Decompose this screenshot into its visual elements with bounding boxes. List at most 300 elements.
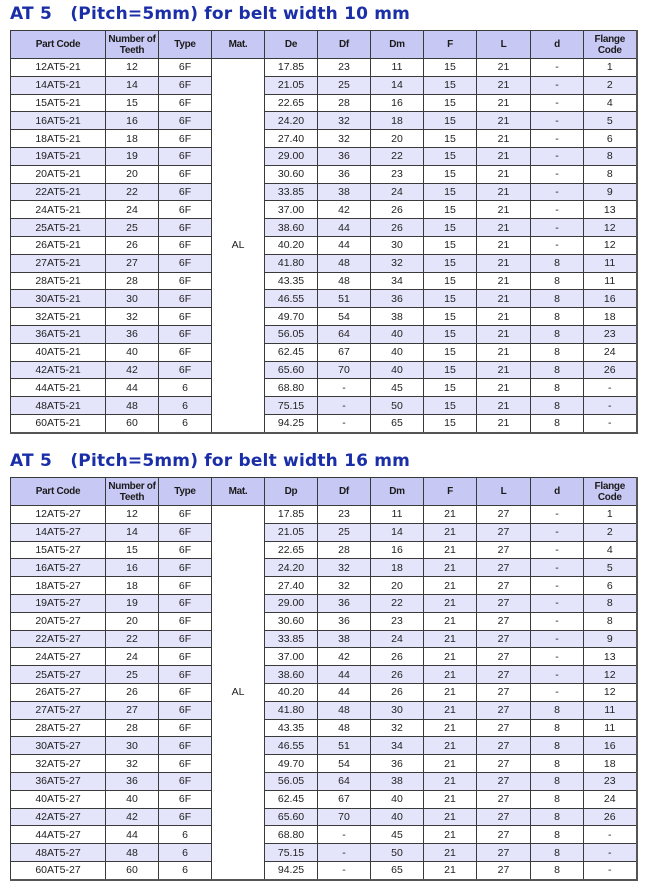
cell-number-of-teeth: 28 — [106, 272, 159, 290]
cell-d: 8 — [531, 272, 584, 290]
cell-de-dp: 30.60 — [265, 612, 318, 630]
header-row — [11, 478, 637, 506]
cell-type: 6F — [159, 165, 212, 183]
cell-de-dp: 56.05 — [265, 325, 318, 343]
cell-dm: 18 — [371, 112, 424, 130]
cell-flange-code: 12 — [584, 683, 637, 701]
cell-number-of-teeth: 18 — [106, 577, 159, 595]
cell-flange-code: 6 — [584, 130, 637, 148]
cell-f: 15 — [424, 94, 477, 112]
cell-type: 6F — [159, 701, 212, 719]
cell-de-dp: 27.40 — [265, 577, 318, 595]
cell-f: 21 — [424, 577, 477, 595]
cell-dm: 40 — [371, 361, 424, 379]
cell-df: 51 — [318, 290, 371, 308]
table-row — [11, 772, 637, 790]
cell-part-code: 24AT5-21 — [11, 201, 106, 219]
cell-type: 6F — [159, 272, 212, 290]
cell-f: 21 — [424, 648, 477, 666]
table-row — [11, 612, 637, 630]
cell-part-code: 14AT5-21 — [11, 76, 106, 94]
table-row — [11, 59, 637, 77]
cell-l: 27 — [477, 506, 531, 524]
cell-l: 21 — [477, 147, 531, 165]
cell-f: 15 — [424, 112, 477, 130]
cell-f: 15 — [424, 165, 477, 183]
column-header-f: F — [424, 478, 477, 506]
table-row — [11, 361, 637, 379]
cell-dm: 26 — [371, 219, 424, 237]
cell-df: 25 — [318, 76, 371, 94]
cell-df: 38 — [318, 630, 371, 648]
cell-df: - — [318, 826, 371, 844]
table-row — [11, 414, 637, 432]
cell-df: 32 — [318, 130, 371, 148]
cell-type: 6F — [159, 755, 212, 773]
cell-d: - — [531, 183, 584, 201]
cell-type: 6F — [159, 541, 212, 559]
cell-df: 42 — [318, 648, 371, 666]
cell-de-dp: 17.85 — [265, 59, 318, 77]
cell-l: 27 — [477, 701, 531, 719]
cell-l: 27 — [477, 612, 531, 630]
cell-part-code: 44AT5-21 — [11, 379, 106, 397]
cell-number-of-teeth: 25 — [106, 666, 159, 684]
cell-f: 15 — [424, 201, 477, 219]
cell-df: 36 — [318, 594, 371, 612]
cell-part-code: 20AT5-27 — [11, 612, 106, 630]
cell-part-code: 16AT5-21 — [11, 112, 106, 130]
cell-de-dp: 65.60 — [265, 808, 318, 826]
cell-flange-code: 8 — [584, 612, 637, 630]
cell-part-code: 48AT5-27 — [11, 844, 106, 862]
column-header-df: Df — [318, 31, 371, 59]
table-row — [11, 737, 637, 755]
cell-f: 21 — [424, 790, 477, 808]
table-row — [11, 290, 637, 308]
material-cell: AL — [212, 59, 265, 433]
cell-d: 8 — [531, 701, 584, 719]
cell-part-code: 44AT5-27 — [11, 826, 106, 844]
column-header-d: d — [531, 31, 584, 59]
table-row — [11, 343, 637, 361]
table-row — [11, 308, 637, 326]
cell-dm: 40 — [371, 790, 424, 808]
cell-d: - — [531, 236, 584, 254]
cell-df: 48 — [318, 719, 371, 737]
cell-type: 6 — [159, 379, 212, 397]
cell-flange-code: 9 — [584, 630, 637, 648]
cell-flange-code: 9 — [584, 183, 637, 201]
table-row — [11, 648, 637, 666]
cell-flange-code: 18 — [584, 308, 637, 326]
cell-flange-code: 8 — [584, 594, 637, 612]
cell-de-dp: 49.70 — [265, 755, 318, 773]
cell-de-dp: 38.60 — [265, 219, 318, 237]
cell-de-dp: 41.80 — [265, 254, 318, 272]
cell-dm: 32 — [371, 254, 424, 272]
cell-de-dp: 37.00 — [265, 201, 318, 219]
cell-l: 21 — [477, 165, 531, 183]
cell-df: 70 — [318, 361, 371, 379]
table-row — [11, 594, 637, 612]
cell-de-dp: 27.40 — [265, 130, 318, 148]
table-row — [11, 379, 637, 397]
cell-dm: 11 — [371, 59, 424, 77]
table-row — [11, 130, 637, 148]
cell-part-code: 19AT5-21 — [11, 147, 106, 165]
cell-d: - — [531, 683, 584, 701]
column-header-flange-code: Flange Code — [584, 478, 637, 506]
cell-type: 6F — [159, 219, 212, 237]
cell-part-code: 60AT5-21 — [11, 414, 106, 432]
cell-d: - — [531, 577, 584, 595]
spec-table-belt-width-10 — [10, 30, 638, 434]
cell-flange-code: 16 — [584, 290, 637, 308]
cell-flange-code: 26 — [584, 361, 637, 379]
cell-flange-code: 16 — [584, 737, 637, 755]
cell-f: 15 — [424, 76, 477, 94]
cell-flange-code: - — [584, 844, 637, 862]
cell-flange-code: 8 — [584, 165, 637, 183]
cell-f: 21 — [424, 541, 477, 559]
cell-d: - — [531, 523, 584, 541]
cell-dm: 11 — [371, 506, 424, 524]
cell-number-of-teeth: 26 — [106, 236, 159, 254]
cell-df: 23 — [318, 506, 371, 524]
cell-d: 8 — [531, 414, 584, 432]
cell-dm: 26 — [371, 683, 424, 701]
cell-part-code: 14AT5-27 — [11, 523, 106, 541]
cell-flange-code: - — [584, 826, 637, 844]
cell-part-code: 42AT5-27 — [11, 808, 106, 826]
cell-de-dp: 62.45 — [265, 343, 318, 361]
cell-df: 36 — [318, 165, 371, 183]
cell-dm: 23 — [371, 612, 424, 630]
cell-type: 6F — [159, 594, 212, 612]
cell-dm: 40 — [371, 325, 424, 343]
cell-type: 6F — [159, 147, 212, 165]
cell-type: 6F — [159, 308, 212, 326]
cell-df: 64 — [318, 325, 371, 343]
cell-d: 8 — [531, 844, 584, 862]
cell-de-dp: 43.35 — [265, 272, 318, 290]
cell-f: 15 — [424, 147, 477, 165]
cell-type: 6F — [159, 130, 212, 148]
cell-d: 8 — [531, 361, 584, 379]
cell-d: 8 — [531, 719, 584, 737]
cell-l: 21 — [477, 254, 531, 272]
cell-dm: 45 — [371, 379, 424, 397]
cell-part-code: 42AT5-21 — [11, 361, 106, 379]
cell-l: 27 — [477, 577, 531, 595]
table-row — [11, 826, 637, 844]
cell-flange-code: 24 — [584, 790, 637, 808]
cell-d: 8 — [531, 861, 584, 879]
cell-flange-code: 1 — [584, 59, 637, 77]
cell-l: 27 — [477, 826, 531, 844]
cell-type: 6F — [159, 737, 212, 755]
cell-d: 8 — [531, 379, 584, 397]
cell-f: 21 — [424, 612, 477, 630]
table-row — [11, 701, 637, 719]
cell-type: 6F — [159, 808, 212, 826]
table-row — [11, 165, 637, 183]
cell-l: 27 — [477, 630, 531, 648]
cell-l: 27 — [477, 666, 531, 684]
cell-number-of-teeth: 24 — [106, 201, 159, 219]
cell-type: 6F — [159, 790, 212, 808]
cell-f: 15 — [424, 308, 477, 326]
table-row — [11, 808, 637, 826]
cell-flange-code: 1 — [584, 506, 637, 524]
cell-type: 6F — [159, 236, 212, 254]
cell-dm: 22 — [371, 147, 424, 165]
cell-part-code: 30AT5-27 — [11, 737, 106, 755]
cell-l: 21 — [477, 112, 531, 130]
cell-df: - — [318, 414, 371, 432]
cell-de-dp: 68.80 — [265, 379, 318, 397]
cell-l: 21 — [477, 325, 531, 343]
table-row — [11, 577, 637, 595]
cell-de-dp: 30.60 — [265, 165, 318, 183]
cell-d: - — [531, 594, 584, 612]
cell-number-of-teeth: 14 — [106, 76, 159, 94]
cell-de-dp: 21.05 — [265, 523, 318, 541]
cell-l: 27 — [477, 808, 531, 826]
cell-df: 36 — [318, 147, 371, 165]
cell-df: 64 — [318, 772, 371, 790]
cell-part-code: 30AT5-21 — [11, 290, 106, 308]
cell-f: 21 — [424, 861, 477, 879]
cell-type: 6F — [159, 325, 212, 343]
cell-type: 6F — [159, 666, 212, 684]
cell-type: 6F — [159, 612, 212, 630]
cell-flange-code: 5 — [584, 559, 637, 577]
cell-dm: 16 — [371, 94, 424, 112]
cell-number-of-teeth: 19 — [106, 594, 159, 612]
cell-part-code: 19AT5-27 — [11, 594, 106, 612]
cell-de-dp: 56.05 — [265, 772, 318, 790]
cell-dm: 34 — [371, 737, 424, 755]
cell-l: 21 — [477, 219, 531, 237]
cell-dm: 50 — [371, 844, 424, 862]
cell-number-of-teeth: 60 — [106, 861, 159, 879]
table-row — [11, 790, 637, 808]
cell-type: 6F — [159, 577, 212, 595]
cell-df: 44 — [318, 683, 371, 701]
cell-part-code: 24AT5-27 — [11, 648, 106, 666]
cell-part-code: 18AT5-27 — [11, 577, 106, 595]
cell-number-of-teeth: 48 — [106, 397, 159, 415]
cell-d: - — [531, 59, 584, 77]
column-header-f: F — [424, 31, 477, 59]
column-header-dm: Dm — [371, 31, 424, 59]
cell-part-code: 25AT5-21 — [11, 219, 106, 237]
cell-d: 8 — [531, 290, 584, 308]
cell-f: 15 — [424, 290, 477, 308]
cell-number-of-teeth: 15 — [106, 94, 159, 112]
cell-de-dp: 21.05 — [265, 76, 318, 94]
cell-part-code: 60AT5-27 — [11, 861, 106, 879]
cell-df: 38 — [318, 183, 371, 201]
table-row — [11, 201, 637, 219]
cell-flange-code: - — [584, 861, 637, 879]
cell-number-of-teeth: 60 — [106, 414, 159, 432]
cell-df: 48 — [318, 254, 371, 272]
cell-type: 6 — [159, 414, 212, 432]
cell-type: 6F — [159, 76, 212, 94]
cell-type: 6F — [159, 559, 212, 577]
table-row — [11, 325, 637, 343]
cell-f: 21 — [424, 826, 477, 844]
cell-dm: 40 — [371, 343, 424, 361]
cell-type: 6F — [159, 523, 212, 541]
cell-type: 6 — [159, 844, 212, 862]
cell-dm: 65 — [371, 414, 424, 432]
cell-number-of-teeth: 25 — [106, 219, 159, 237]
cell-number-of-teeth: 26 — [106, 683, 159, 701]
cell-type: 6F — [159, 112, 212, 130]
cell-de-dp: 24.20 — [265, 112, 318, 130]
cell-flange-code: 12 — [584, 236, 637, 254]
cell-f: 15 — [424, 272, 477, 290]
cell-type: 6F — [159, 719, 212, 737]
table-row — [11, 683, 637, 701]
cell-d: - — [531, 648, 584, 666]
cell-dm: 50 — [371, 397, 424, 415]
cell-df: 67 — [318, 790, 371, 808]
cell-number-of-teeth: 27 — [106, 254, 159, 272]
column-header-flange-code: Flange Code — [584, 31, 637, 59]
cell-number-of-teeth: 27 — [106, 701, 159, 719]
cell-de-dp: 75.15 — [265, 844, 318, 862]
cell-l: 21 — [477, 94, 531, 112]
cell-df: - — [318, 397, 371, 415]
cell-flange-code: 12 — [584, 219, 637, 237]
cell-de-dp: 37.00 — [265, 648, 318, 666]
cell-type: 6F — [159, 630, 212, 648]
table-title-belt-width-16: AT 5 (Pitch=5mm) for belt width 16 mm — [10, 451, 411, 471]
cell-f: 21 — [424, 683, 477, 701]
cell-part-code: 32AT5-27 — [11, 755, 106, 773]
cell-l: 21 — [477, 290, 531, 308]
cell-l: 21 — [477, 130, 531, 148]
cell-d: 8 — [531, 737, 584, 755]
cell-d: - — [531, 506, 584, 524]
cell-f: 21 — [424, 737, 477, 755]
cell-l: 21 — [477, 76, 531, 94]
cell-flange-code: 18 — [584, 755, 637, 773]
cell-df: 70 — [318, 808, 371, 826]
table-row — [11, 719, 637, 737]
table-row — [11, 254, 637, 272]
cell-number-of-teeth: 42 — [106, 361, 159, 379]
cell-l: 21 — [477, 343, 531, 361]
cell-f: 21 — [424, 506, 477, 524]
cell-type: 6 — [159, 826, 212, 844]
cell-flange-code: 6 — [584, 577, 637, 595]
cell-flange-code: 11 — [584, 272, 637, 290]
cell-flange-code: 23 — [584, 772, 637, 790]
cell-part-code: 27AT5-21 — [11, 254, 106, 272]
cell-type: 6F — [159, 254, 212, 272]
cell-number-of-teeth: 42 — [106, 808, 159, 826]
cell-l: 21 — [477, 201, 531, 219]
cell-type: 6F — [159, 94, 212, 112]
cell-part-code: 40AT5-21 — [11, 343, 106, 361]
cell-dm: 36 — [371, 290, 424, 308]
cell-number-of-teeth: 16 — [106, 112, 159, 130]
cell-l: 27 — [477, 719, 531, 737]
cell-dm: 32 — [371, 719, 424, 737]
cell-part-code: 26AT5-27 — [11, 683, 106, 701]
cell-df: 32 — [318, 577, 371, 595]
cell-d: - — [531, 219, 584, 237]
cell-f: 21 — [424, 559, 477, 577]
column-header-mat: Mat. — [212, 478, 265, 506]
cell-part-code: 25AT5-27 — [11, 666, 106, 684]
cell-dm: 38 — [371, 308, 424, 326]
cell-f: 15 — [424, 379, 477, 397]
cell-df: 48 — [318, 272, 371, 290]
table-row — [11, 506, 637, 524]
cell-number-of-teeth: 22 — [106, 630, 159, 648]
cell-number-of-teeth: 28 — [106, 719, 159, 737]
cell-part-code: 22AT5-21 — [11, 183, 106, 201]
cell-df: 23 — [318, 59, 371, 77]
cell-dm: 14 — [371, 523, 424, 541]
table-row — [11, 147, 637, 165]
cell-l: 27 — [477, 594, 531, 612]
cell-f: 21 — [424, 594, 477, 612]
cell-d: - — [531, 612, 584, 630]
cell-dm: 24 — [371, 630, 424, 648]
cell-de-dp: 17.85 — [265, 506, 318, 524]
cell-flange-code: 2 — [584, 76, 637, 94]
table-row — [11, 219, 637, 237]
cell-d: 8 — [531, 790, 584, 808]
cell-l: 21 — [477, 183, 531, 201]
column-header-number-of-teeth: Number of Teeth — [106, 31, 159, 59]
cell-number-of-teeth: 44 — [106, 379, 159, 397]
cell-dm: 26 — [371, 201, 424, 219]
cell-flange-code: 11 — [584, 719, 637, 737]
cell-flange-code: 24 — [584, 343, 637, 361]
cell-number-of-teeth: 22 — [106, 183, 159, 201]
cell-l: 21 — [477, 397, 531, 415]
cell-f: 15 — [424, 130, 477, 148]
cell-d: - — [531, 201, 584, 219]
cell-part-code: 22AT5-27 — [11, 630, 106, 648]
table-row — [11, 272, 637, 290]
cell-f: 15 — [424, 236, 477, 254]
cell-number-of-teeth: 19 — [106, 147, 159, 165]
cell-f: 21 — [424, 808, 477, 826]
cell-dm: 26 — [371, 648, 424, 666]
column-header-type: Type — [159, 31, 212, 59]
cell-d: 8 — [531, 826, 584, 844]
table-row — [11, 94, 637, 112]
cell-flange-code: - — [584, 379, 637, 397]
cell-type: 6F — [159, 290, 212, 308]
column-header-l: L — [477, 31, 531, 59]
cell-df: 28 — [318, 94, 371, 112]
cell-part-code: 28AT5-21 — [11, 272, 106, 290]
cell-d: 8 — [531, 772, 584, 790]
cell-dm: 40 — [371, 808, 424, 826]
spec-table-belt-width-16 — [10, 477, 638, 881]
